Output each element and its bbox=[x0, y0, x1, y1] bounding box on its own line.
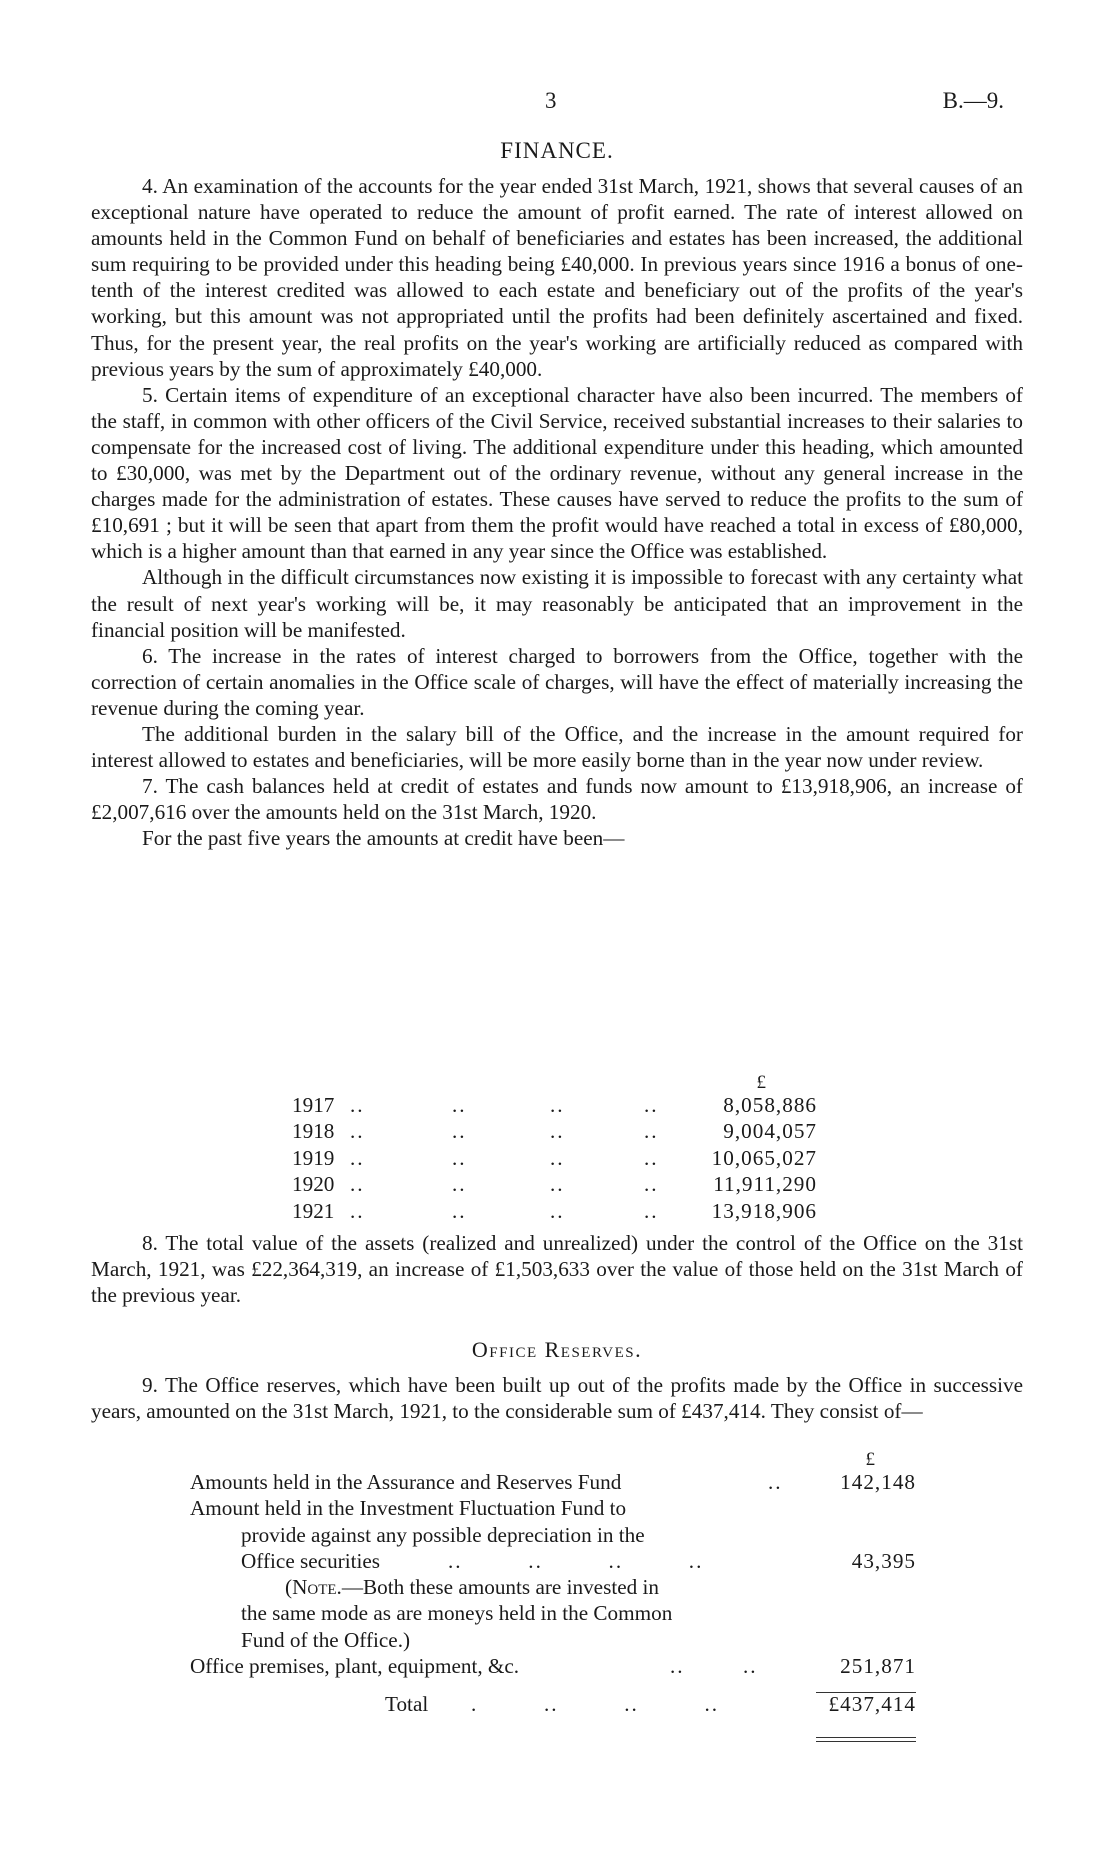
reserve-item-label: Office premises, plant, equipment, &c. bbox=[190, 1654, 520, 1679]
reserves-body bbox=[91, 1372, 1023, 1424]
reserves-currency-row bbox=[190, 1447, 916, 1469]
total-label: Total bbox=[385, 1692, 429, 1717]
finance-heading: FINANCE. bbox=[500, 138, 614, 163]
currency-header: £ bbox=[756, 1072, 767, 1093]
paragraph-8: 8. The total value of the assets (realized and unrealized) under the control of the Office on the 31st March, 1921, was £22,364,319, an increase of £1,503,633 over the value of those held on the 31st March of the previous year. bbox=[91, 1231, 1023, 1308]
note-label: Note. bbox=[292, 1575, 342, 1600]
reserves-total-row: Total . .. .. .. £437,414 bbox=[385, 1692, 916, 1717]
amount-cell: 10,065,027 bbox=[711, 1145, 817, 1170]
year-cell: 1920 bbox=[292, 1172, 335, 1197]
table-row: 1917 .. .. .. .. 8,058,886 bbox=[292, 1093, 817, 1117]
paragraph-salary-burden: The additional burden in the salary bill of the Office, and the increase in the amount required for interest allowed to estates and beneficiaries, will be more easily borne than in the year now under review. bbox=[91, 721, 1023, 773]
paragraph-7: 7. The cash balances held at credit of estates and funds now amount to £13,918,906, an increase of £2,007,616 over the amounts held on the 31st March, 1920. bbox=[91, 774, 1023, 825]
table-row: 1919 .. .. .. .. 10,065,027 bbox=[292, 1145, 817, 1170]
total-amount: £437,414 bbox=[828, 1692, 916, 1717]
total-double-rule-bottom bbox=[816, 1741, 916, 1742]
currency-header: £ bbox=[865, 1449, 876, 1470]
amount-cell: 8,058,886 bbox=[723, 1093, 817, 1117]
reserve-item-premises: Office premises, plant, equipment, &c. .. .. 251,871 bbox=[190, 1654, 916, 1679]
reserve-note: (Note.—Both these amounts are invested in bbox=[285, 1575, 659, 1600]
reserve-item-investment bbox=[190, 1495, 916, 1521]
reserve-item-amount: 251,871 bbox=[840, 1654, 916, 1679]
paragraph-forecast: Although in the difficult circumstances now existing it is impossible to forecast with any certainty what the result of next year's working will be, it may reasonably be anticipated that an improvement in the financial position will be manifested. bbox=[91, 565, 1023, 642]
finance-body-continued bbox=[91, 1230, 1023, 1308]
table-row: 1918 .. .. .. .. 9,004,057 bbox=[292, 1119, 817, 1144]
finance-body bbox=[91, 173, 1023, 851]
credit-table bbox=[292, 1070, 817, 1224]
credit-table-header bbox=[292, 1070, 817, 1092]
reserve-item-label: Amounts held in the Assurance and Reserves Fund bbox=[190, 1470, 622, 1494]
paragraph-4: 4. An examination of the accounts for the year ended 31st March, 1921, shows that several causes of an exceptional nature have operated to reduce the amount of profit earned. The rate of interest allowed on amounts held in the Common Fund on behalf of beneficiaries and estates has been increased, the additional sum requiring to be provided under this heading being £40,000. In previous years since 1916 a bonus of one-tenth of the interest credited was allowed to each estate and beneficiary out of the profits of the year's working, but this amount was not appropriated until the profits had been definitely ascertained and fixed. Thus, for the present year, the real profits on the year's working are artificially reduced as compared with previous years by the sum of approximately £40,000. bbox=[91, 174, 1023, 381]
reserve-item-amount: 142,148 bbox=[840, 1470, 916, 1494]
paragraph-five-years: For the past five years the amounts at credit have been— bbox=[142, 826, 625, 851]
document-reference: B.—9. bbox=[942, 88, 1004, 113]
amount-cell: 9,004,057 bbox=[723, 1119, 817, 1144]
table-row: 1921 .. .. .. .. 13,918,906 bbox=[292, 1198, 817, 1223]
page-number: 3 bbox=[545, 88, 557, 113]
year-cell: 1917 bbox=[292, 1093, 335, 1117]
amount-cell: 11,911,290 bbox=[713, 1172, 817, 1197]
table-row: 1920 .. .. .. .. 11,911,290 bbox=[292, 1172, 817, 1197]
reserve-item-amount: 43,395 bbox=[851, 1548, 916, 1573]
office-reserves-heading: Office Reserves. bbox=[471, 1337, 643, 1362]
paragraph-9: 9. The Office reserves, which have been built up out of the profits made by the Office in successive years, amounted on the 31st March, 1921, to the considerable sum of £437,414. They consist of— bbox=[91, 1373, 1023, 1424]
paragraph-5: 5. Certain items of expenditure of an exceptional character have also been incurred. The members of the staff, in common with other officers of the Civil Service, received substantial increases to their salaries to compensate for the increased cost of living. The additional expenditure under this heading, which amounted to £30,000, was met by the Department out of the ordinary revenue, without any general increase in the charges made for the administration of estates. These causes have served to reduce the profits to the sum of £10,691 ; but it will be seen that apart from them the profit would have reached a total in excess of £80,000, which is a higher amount than that earned in any year since the Office was established. bbox=[91, 382, 1023, 564]
amount-cell: 13,918,906 bbox=[711, 1198, 817, 1223]
total-double-rule-top bbox=[816, 1737, 916, 1738]
year-cell: 1918 bbox=[292, 1119, 335, 1144]
reserve-item-assurance: Amounts held in the Assurance and Reserves Fund .. 142,148 bbox=[190, 1470, 916, 1494]
year-cell: 1919 bbox=[292, 1145, 335, 1170]
reserve-item-label: Amount held in the Investment Fluctuation Fund to bbox=[190, 1496, 627, 1521]
paragraph-6: 6. The increase in the rates of interest charged to borrowers from the Office, together with the correction of certain anomalies in the Office scale of charges, will have the effect of materially increasing the revenue during the coming year. bbox=[91, 643, 1023, 720]
reserves-table: £ Amounts held in the Assurance and Reserves Fund .. 142,148 Amount held in the Investment Fluctuation Fund to provide against any possible depreciation in the Office securities .. .. .. .. 43,395 (Note.—Both these amounts are invested in the same mode as are moneys held in the Common Fund of the Office.) Office premises, plant, equipment, &c. .. .. 251,871 Total . .. .. .. £437,414 bbox=[190, 1447, 916, 1718]
year-cell: 1921 bbox=[292, 1198, 335, 1223]
